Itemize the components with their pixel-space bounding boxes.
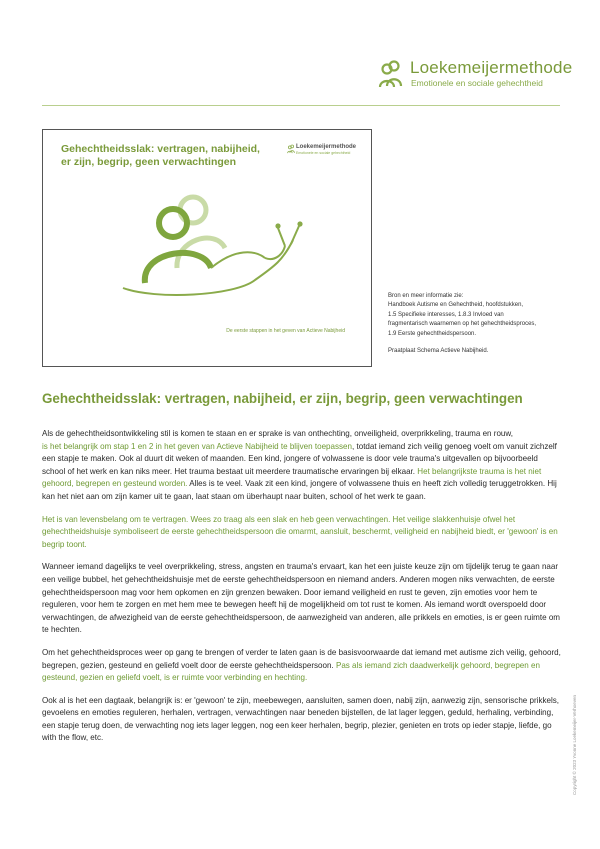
slide-logo-name: Loekemeijermethode xyxy=(296,144,357,150)
highlight-paragraph: Het is van levensbelang om te vertragen. Wees zo traag als een slak en heb geen verwachtingen. Het veilige slakkenhuisje ofwel het gehechtheidshuisje symboliseert de eerste gehechtheidspersoon die omarmt, aansluit, beschermt, veiligheid en nabijheid biedt, er 'gewoon' is en begrip toont. xyxy=(42,514,558,549)
source-line: 1.9 Eerste gehechtheidspersoon. xyxy=(388,330,477,337)
slide-thumbnail xyxy=(42,129,372,367)
source-line: 1.5 Specifieke interesses, 1.8.3 Invloed van xyxy=(388,311,504,318)
paragraph: Wanneer iemand dagelijks te veel overprikkeling, stress, angsten en trauma's ervaart, kan het een juiste keuze zijn om tijdelijk terug te gaan naar een veilige bubbel, het gehechtheidshuisje met de eerste gehechtheidspersoon en niemand anders. Anderen mogen niks verwachten, de eerste gehechtheidspersoon mag voor hem opkomen en zijn grenzen bewaken. Door iemand veiligheid en rust te geven, zijn emoties voor hem te reguleren, voor hem te zorgen en met hem mee te bewegen heeft hij de mogelijkheid om tot rust te komen. Als iemand wordt overspoeld door verwachtingen, de afwezigheid van de eerste gehechtheidspersoon, de aanwezigheid van anderen, alle prikkels en emoties, is er geen ruimte om te hechten. xyxy=(42,562,560,635)
highlight-text: Het belangrijkste trauma is het niet gehoord, begrepen en gesteund worden. xyxy=(42,466,542,489)
article-body xyxy=(42,428,562,755)
snail-illustration xyxy=(115,188,315,306)
source-intro: Bron en meer informatie zie: xyxy=(388,293,464,299)
slide-caption: De eerste stappen in het geven van Actieve Nabijheid xyxy=(226,328,345,334)
two-people-logo-icon xyxy=(378,60,406,88)
highlight-text: Pas als iemand zich daadwerkelijk gehoord, begrepen en gesteund, gezien en geliefd voelt, is er ruimte voor verbinding en hechting. xyxy=(42,660,540,683)
slide-logo-tagline: Emotionele en sociale gehechtheid xyxy=(296,151,351,155)
copyright-note: Copyright © 2023 Yvonne Loekemeijer-Verhoeven xyxy=(572,694,577,795)
header-divider xyxy=(42,105,560,106)
brand-logo xyxy=(378,58,573,92)
logo-name: Loekemeijermethode xyxy=(410,58,573,77)
page-title: Gehechtheidsslak: vertragen, nabijheid, er zijn, begrip, geen verwachtingen xyxy=(42,391,523,406)
source-note xyxy=(388,292,568,356)
paragraph: Ook al is het een dagtaak, belangrijk is: er 'gewoon' te zijn, meebewegen, aansluiten, samen doen, nabij zijn, aanwezig zijn, sensorische prikkels, gevoelens en emoties reguleren, herhalen, vertragen, verwachtingen naar beneden bijstellen, de lat lager leggen, geduld, herhaling, verbinding, een stapje terug doen, de verwachting nog iets lager leggen, nog een keer herhalen, begrip, plezier, genieten en trots op ieder stapje, liefde, go with the flow, etc. xyxy=(42,695,560,743)
source-plate: Praatplaat Schema Actieve Nabijheid. xyxy=(388,348,489,355)
source-line: fragmentarisch waarnemen op het gehechtheidsproces, xyxy=(388,321,537,328)
highlight-text: is het belangrijk om stap 1 en 2 in het geven van Actieve Nabijheid te blijven toepassen xyxy=(42,441,353,451)
logo-tagline: Emotionele en sociale gehechtheid xyxy=(411,78,543,88)
slide-logo-icon xyxy=(287,144,296,154)
slide-title: Gehechtheidsslak: vertragen, nabijheid, er zijn, begrip, geen verwachtingen xyxy=(61,143,260,168)
paragraph: Als de gehechtheidsontwikkeling stil is komen te staan en er sprake is van onthechting, onveiligheid, overprikkeling, trauma en rouw, is het belangrijk om stap 1 en 2 in het geven van Actieve Nabijheid te blijven toepassen, totdat iemand zich veilig genoeg voelt om vanuit zichzelf een stapje te maken. Ook al duurt dit weken of maanden. Een kind, jongere of volwassene is door vele trauma's uitgevallen op bijvoorbeeld school of het werk en kan niks meer. Het trauma bestaat uit meerdere traumatische ervaringen bij elkaar. Het belangrijkste trauma is het niet gehoord, begrepen en gesteund worden. Alles is te veel. Vaak zit een kind, jongere of volwassene thuis en heeft zich volledig teruggetrokken. Hij kan het niet aan om zijn kamer uit te gaan, laat staan om überhaupt naar buiten, school of het werk te gaan. xyxy=(42,429,557,501)
paragraph: Om het gehechtheidsproces weer op gang te brengen of verder te laten gaan is de basisvoorwaarde dat iemand met autisme zich veilig, gehoord, begrepen, gezien, gesteund en geliefd voelt door de eerste gehechtheidspersoon. Pas als iemand zich daadwerkelijk gehoord, begrepen en gesteund, gezien en geliefd voelt, is er ruimte voor verbinding en hechting. xyxy=(42,647,561,683)
source-line: Handboek Autisme en Gehechtheid, hoofdstukken, xyxy=(388,302,524,309)
